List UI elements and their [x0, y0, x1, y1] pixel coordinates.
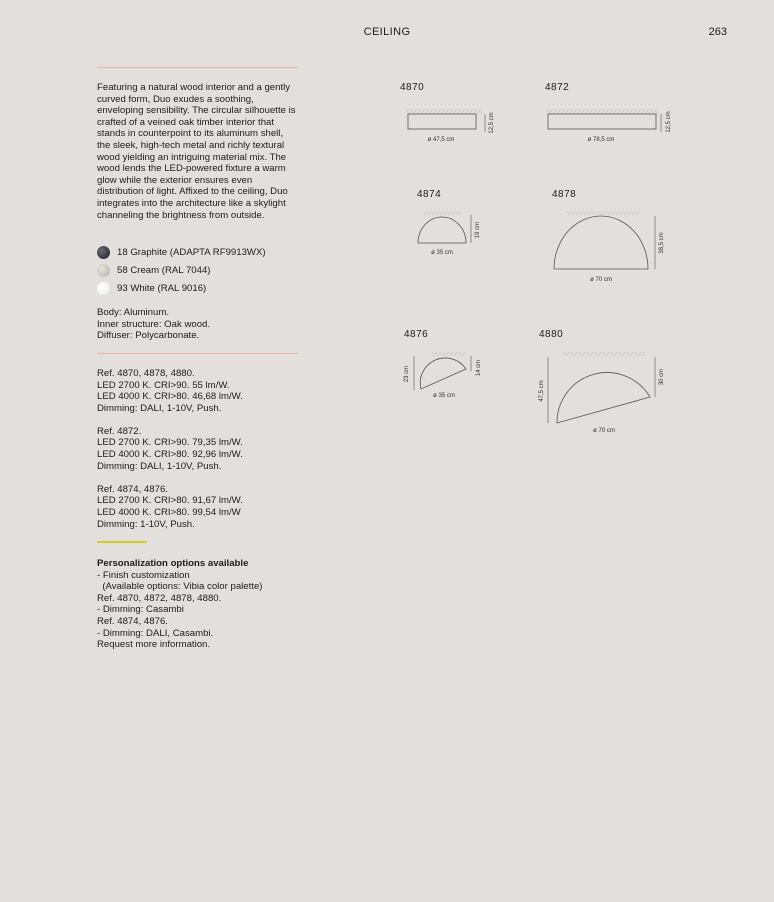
height-label: 38,5 cm: [659, 232, 665, 254]
fixture-outline: [557, 373, 650, 423]
spec-line: LED 4000 K. CRI>80. 99,54 lm/W: [97, 506, 241, 518]
section-title: CEILING: [363, 26, 411, 38]
height-right-label: 30 cm: [659, 368, 665, 386]
spec-line: Ref. 4874, 4876.: [97, 483, 168, 495]
model-ref-4880: 4880: [539, 329, 564, 340]
diameter-label: ø 78,5 cm: [587, 137, 615, 143]
fixture-outline: [548, 114, 656, 129]
personalization-line: - Dimming: DALI, Casambi.: [97, 627, 214, 639]
personalization-line: - Finish customization: [97, 569, 190, 581]
drawing-4880: [539, 352, 665, 434]
height-right-label: 14 cm: [476, 359, 482, 377]
material-line: Inner structure: Oak wood.: [97, 318, 211, 330]
height-left-label: 47,5 cm: [539, 380, 545, 402]
personalization-line: Ref. 4874, 4876.: [97, 615, 168, 627]
fixture-outline: [554, 216, 648, 269]
model-ref-4876: 4876: [404, 329, 429, 340]
personalization-line: Ref. 4870, 4872, 4878, 4880.: [97, 592, 222, 604]
drawing-4870: [406, 109, 495, 143]
page-number: 263: [708, 26, 727, 38]
height-label: 12,5 cm: [666, 111, 672, 133]
ceiling-hatch: [566, 211, 640, 215]
spec-line: Dimming: 1-10V, Push.: [97, 518, 195, 530]
spec-line: Dimming: DALI, 1-10V, Push.: [97, 402, 222, 414]
spec-line: LED 2700 K. CRI>80. 91,67 lm/W.: [97, 495, 243, 507]
height-left-label: 23 cm: [404, 365, 410, 383]
ceiling-hatch: [432, 352, 466, 356]
material-line: Body: Aluminum.: [97, 307, 169, 318]
fixture-outline: [408, 114, 476, 129]
drawing-4874: [418, 211, 481, 256]
personalization-line: - Dimming: Casambi: [97, 604, 184, 616]
personalization-line: Request more information.: [97, 639, 211, 651]
diameter-label: ø 35 cm: [433, 393, 455, 399]
model-ref-4870: 4870: [400, 82, 425, 93]
personalization-heading: Personalization options available: [97, 558, 249, 569]
drawing-4876: [404, 352, 482, 399]
spec-line: LED 4000 K. CRI>80. 46,68 lm/W.: [97, 391, 243, 403]
finish-label: 18 Graphite (ADAPTA RF9913WX): [117, 246, 266, 258]
finish-label: 93 White (RAL 9016): [117, 282, 207, 294]
height-label: 19 cm: [475, 221, 481, 239]
spec-line: Dimming: DALI, 1-10V, Push.: [97, 460, 222, 472]
ceiling-hatch: [546, 109, 658, 114]
fixture-outline: [418, 217, 466, 243]
fixture-outline: [420, 358, 466, 389]
ceiling-hatch: [562, 352, 646, 356]
drawing-4878: [554, 211, 665, 283]
diameter-label: ø 70 cm: [593, 428, 615, 434]
finish-label: 58 Cream (RAL 7044): [117, 264, 211, 276]
product-description: Featuring a natural wood interior and a gently curved form, Duo exudes a soothing, enveloping sensibility. The circular silhouette is crafted of a veined oak timber interior that stands in counterpoint to its aluminum shell, the sleek, high-tech metal and richly textural wood yielding an intriguing material mix. The wood lends the LED-powered fixture a warm glow while the exterior ensures even distribution of light. Affixed to the ceiling, Duo integrates into the architecture like a skylight channeling the brightness from outside.: [97, 82, 296, 221]
height-label: 12,5 cm: [489, 112, 495, 134]
spec-line: LED 2700 K. CRI>90. 55 lm/W.: [97, 379, 230, 391]
diameter-label: ø 70 cm: [590, 277, 612, 283]
model-ref-4872: 4872: [545, 82, 570, 93]
diameter-label: ø 47,5 cm: [427, 137, 455, 143]
spec-line: LED 2700 K. CRI>90. 79,35 lm/W.: [97, 437, 243, 449]
diameter-label: ø 35 cm: [431, 250, 453, 256]
spec-line: Ref. 4870, 4878, 4880.: [97, 368, 195, 379]
personalization-line: (Available options: Vibia color palette): [97, 581, 263, 593]
model-ref-4878: 4878: [552, 189, 577, 200]
drawing-4872: [546, 109, 672, 143]
spec-line: LED 4000 K. CRI>80. 92,96 lm/W.: [97, 449, 243, 461]
spec-line: Ref. 4872.: [97, 425, 142, 437]
ceiling-hatch: [424, 211, 462, 215]
model-ref-4874: 4874: [417, 189, 442, 200]
material-line: Diffuser: Polycarbonate.: [97, 330, 200, 342]
ceiling-hatch: [406, 109, 482, 114]
